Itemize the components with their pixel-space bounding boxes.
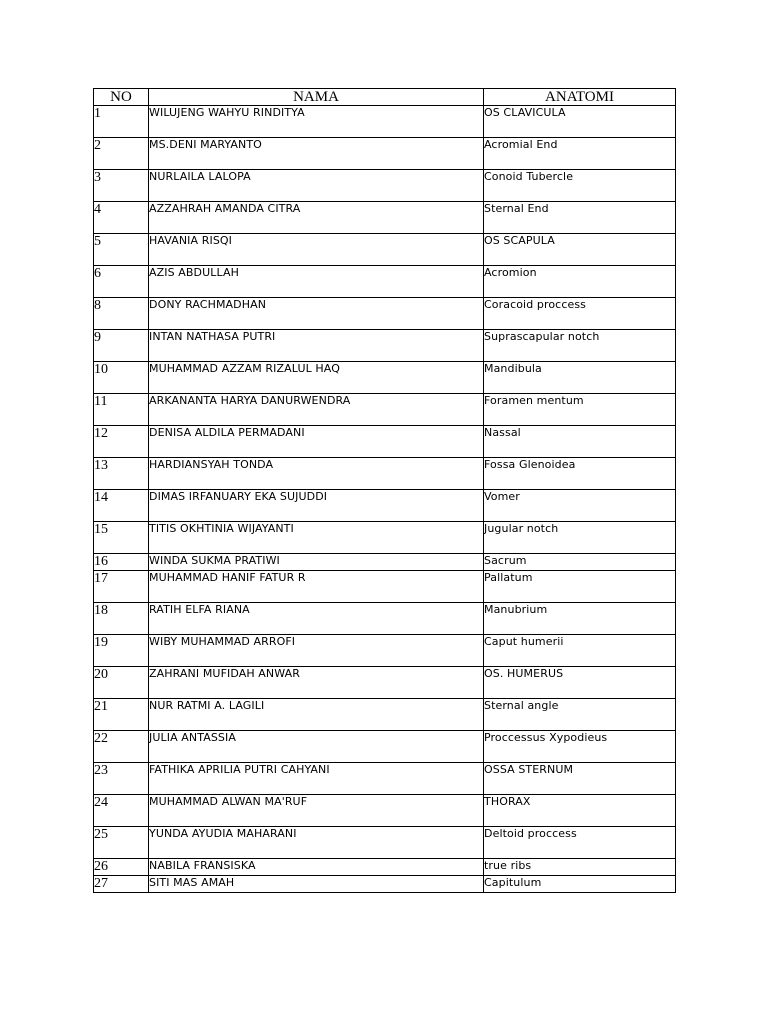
table-row	[94, 234, 676, 266]
header-no: NO	[94, 89, 149, 106]
student-name-cell: NURLAILA LALOPA	[149, 170, 484, 202]
table-row	[94, 795, 676, 827]
table-row	[94, 202, 676, 234]
student-name-cell: WIBY MUHAMMAD ARROFI	[149, 635, 484, 667]
table-row	[94, 522, 676, 554]
anatomy-term-cell: Mandibula	[484, 362, 676, 394]
anatomy-term-cell: Coracoid proccess	[484, 298, 676, 330]
table-row	[94, 699, 676, 731]
table-row	[94, 827, 676, 859]
anatomy-term-cell: Deltoid proccess	[484, 827, 676, 859]
header-nama: NAMA	[149, 89, 484, 106]
row-number-cell: 26	[94, 859, 149, 876]
anatomy-term-cell: Pallatum	[484, 571, 676, 603]
table-row	[94, 763, 676, 795]
table-row	[94, 138, 676, 170]
anatomy-term-cell: Sternal End	[484, 202, 676, 234]
header-anatomi: ANATOMI	[484, 89, 676, 106]
student-name-cell: YUNDA AYUDIA MAHARANI	[149, 827, 484, 859]
row-number-cell: 27	[94, 876, 149, 893]
anatomy-term-cell: Fossa Glenoidea	[484, 458, 676, 490]
table-row	[94, 330, 676, 362]
anatomy-term-cell: Vomer	[484, 490, 676, 522]
student-name-cell: WINDA SUKMA PRATIWI	[149, 554, 484, 571]
table-row	[94, 458, 676, 490]
student-name-cell: NUR RATMI A. LAGILI	[149, 699, 484, 731]
table-row	[94, 571, 676, 603]
anatomy-term-cell: Proccessus Xypodieus	[484, 731, 676, 763]
row-number-cell: 5	[94, 234, 149, 266]
student-name-cell: WILUJENG WAHYU RINDITYA	[149, 106, 484, 138]
student-name-cell: RATIH ELFA RIANA	[149, 603, 484, 635]
table-row	[94, 635, 676, 667]
student-name-cell: DENISA ALDILA PERMADANI	[149, 426, 484, 458]
row-number-cell: 2	[94, 138, 149, 170]
row-number-cell: 6	[94, 266, 149, 298]
student-name-cell: MUHAMMAD HANIF FATUR R	[149, 571, 484, 603]
student-name-cell: ZAHRANI MUFIDAH ANWAR	[149, 667, 484, 699]
row-number-cell: 20	[94, 667, 149, 699]
table-row	[94, 554, 676, 571]
row-number-cell: 21	[94, 699, 149, 731]
student-name-cell: SITI MAS AMAH	[149, 876, 484, 893]
row-number-cell: 19	[94, 635, 149, 667]
student-name-cell: JULIA ANTASSIA	[149, 731, 484, 763]
student-name-cell: ARKANANTA HARYA DANURWENDRA	[149, 394, 484, 426]
table-row	[94, 603, 676, 635]
anatomy-term-cell: Acromial End	[484, 138, 676, 170]
row-number-cell: 1	[94, 106, 149, 138]
anatomy-term-cell: Sacrum	[484, 554, 676, 571]
anatomy-term-cell: Sternal angle	[484, 699, 676, 731]
student-name-cell: HAVANIA RISQI	[149, 234, 484, 266]
table-row	[94, 490, 676, 522]
anatomy-term-cell: OS CLAVICULA	[484, 106, 676, 138]
student-name-cell: AZIS ABDULLAH	[149, 266, 484, 298]
table-row	[94, 106, 676, 138]
row-number-cell: 13	[94, 458, 149, 490]
student-name-cell: INTAN NATHASA PUTRI	[149, 330, 484, 362]
student-name-cell: TITIS OKHTINIA WIJAYANTI	[149, 522, 484, 554]
table-body	[94, 106, 676, 893]
anatomy-assignment-table	[93, 88, 676, 893]
table-row	[94, 426, 676, 458]
table-row	[94, 298, 676, 330]
table-row	[94, 362, 676, 394]
anatomy-term-cell: Conoid Tubercle	[484, 170, 676, 202]
table-row	[94, 266, 676, 298]
anatomy-term-cell: Nassal	[484, 426, 676, 458]
table-header-row	[94, 89, 676, 106]
row-number-cell: 15	[94, 522, 149, 554]
anatomy-term-cell: Suprascapular notch	[484, 330, 676, 362]
anatomy-term-cell: Caput humerii	[484, 635, 676, 667]
student-name-cell: NABILA FRANSISKA	[149, 859, 484, 876]
row-number-cell: 11	[94, 394, 149, 426]
anatomy-term-cell: Acromion	[484, 266, 676, 298]
student-name-cell: DONY RACHMADHAN	[149, 298, 484, 330]
student-name-cell: MS.DENI MARYANTO	[149, 138, 484, 170]
row-number-cell: 3	[94, 170, 149, 202]
anatomy-term-cell: Capitulum	[484, 876, 676, 893]
anatomy-term-cell: Foramen mentum	[484, 394, 676, 426]
row-number-cell: 10	[94, 362, 149, 394]
row-number-cell: 22	[94, 731, 149, 763]
student-name-cell: HARDIANSYAH TONDA	[149, 458, 484, 490]
student-name-cell: AZZAHRAH AMANDA CITRA	[149, 202, 484, 234]
row-number-cell: 9	[94, 330, 149, 362]
row-number-cell: 17	[94, 571, 149, 603]
anatomy-term-cell: true ribs	[484, 859, 676, 876]
anatomy-term-cell: Manubrium	[484, 603, 676, 635]
student-name-cell: MUHAMMAD ALWAN MA'RUF	[149, 795, 484, 827]
anatomy-term-cell: THORAX	[484, 795, 676, 827]
anatomy-term-cell: Jugular notch	[484, 522, 676, 554]
row-number-cell: 4	[94, 202, 149, 234]
row-number-cell: 14	[94, 490, 149, 522]
student-name-cell: DIMAS IRFANUARY EKA SUJUDDI	[149, 490, 484, 522]
row-number-cell: 8	[94, 298, 149, 330]
student-name-cell: MUHAMMAD AZZAM RIZALUL HAQ	[149, 362, 484, 394]
row-number-cell: 25	[94, 827, 149, 859]
row-number-cell: 23	[94, 763, 149, 795]
table-row	[94, 667, 676, 699]
row-number-cell: 12	[94, 426, 149, 458]
row-number-cell: 18	[94, 603, 149, 635]
table-row	[94, 170, 676, 202]
table-row	[94, 394, 676, 426]
anatomy-term-cell: OS. HUMERUS	[484, 667, 676, 699]
anatomy-term-cell: OS SCAPULA	[484, 234, 676, 266]
table-row	[94, 731, 676, 763]
anatomy-term-cell: OSSA STERNUM	[484, 763, 676, 795]
row-number-cell: 16	[94, 554, 149, 571]
student-name-cell: FATHIKA APRILIA PUTRI CAHYANI	[149, 763, 484, 795]
table-row	[94, 859, 676, 876]
table-row	[94, 876, 676, 893]
row-number-cell: 24	[94, 795, 149, 827]
